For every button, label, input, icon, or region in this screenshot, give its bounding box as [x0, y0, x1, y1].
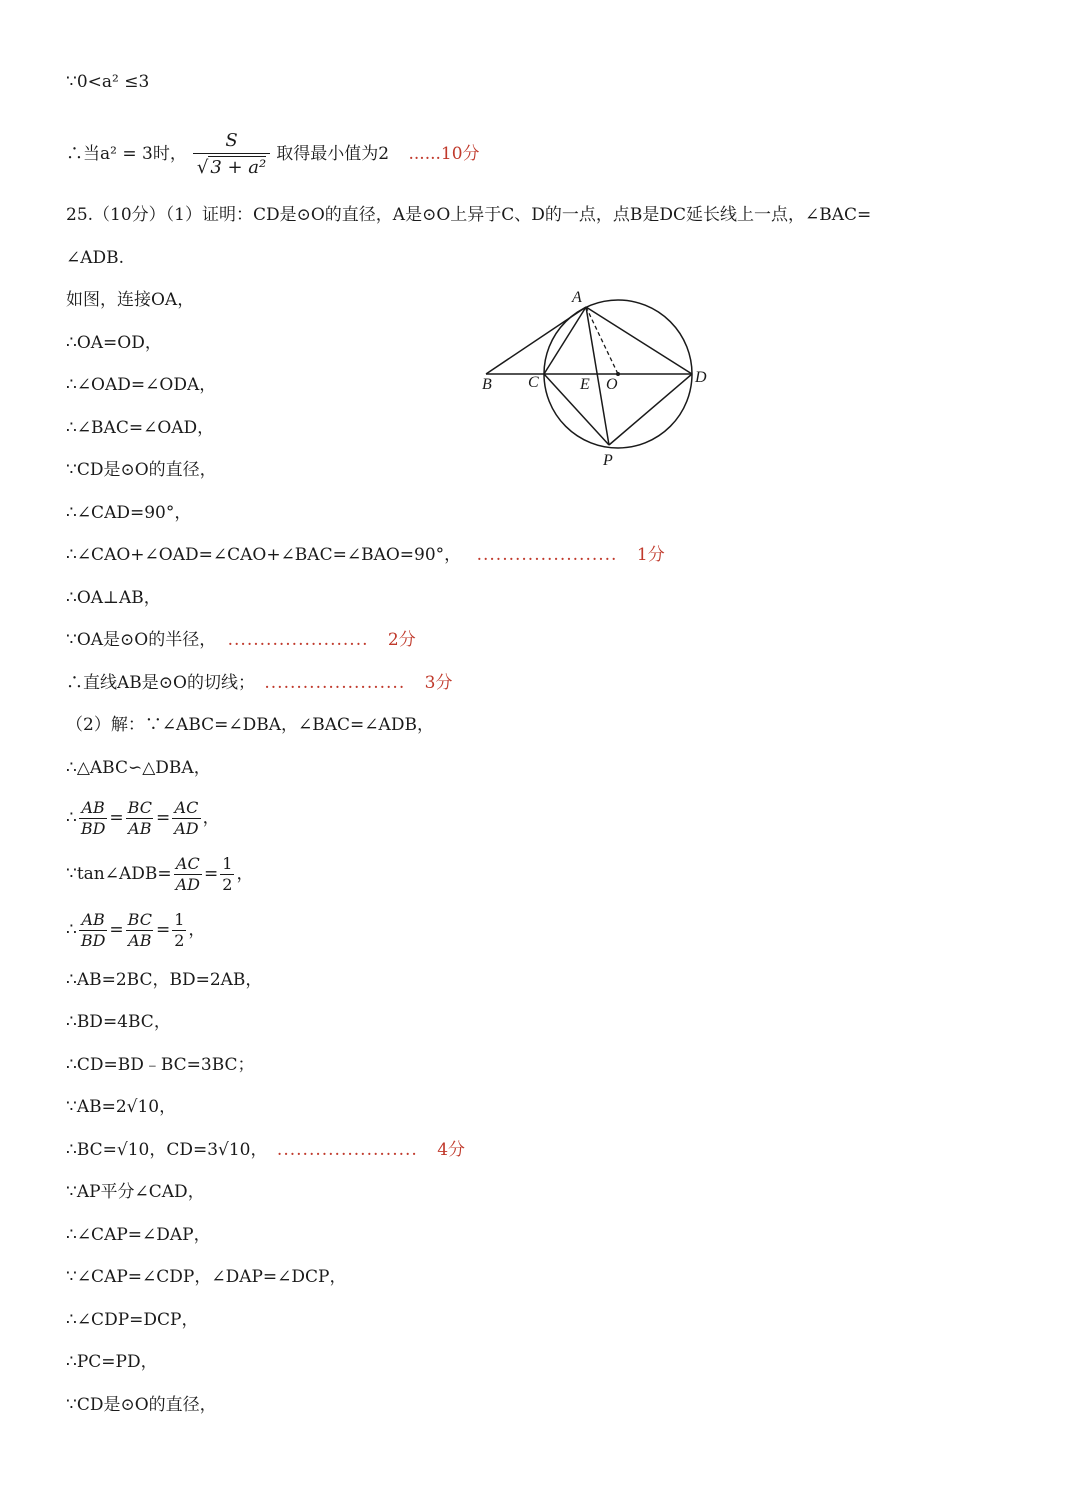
text: ∴BC=√10，CD=3√10，: [66, 1140, 268, 1160]
line-20: [66, 968, 262, 992]
text: ∵0<a² ≤3: [66, 72, 150, 92]
den: AD: [174, 819, 199, 838]
text: 如图，连接OA，: [66, 290, 195, 310]
segment-dp: [609, 374, 692, 445]
question-header: 25.（10分）（1）证明：CD是⊙O的直径，A是⊙O上异于C、D的一点，点B是DC延长线上一点，∠BAC=: [66, 205, 872, 225]
text: （2）解：∵∠ABC=∠DBA，∠BAC=∠ADB，: [66, 715, 434, 735]
line-19: ∴ $\frac{AB}{BD}$ = $\frac{BC}{AB}$ = $\frac{1}{2}$ ，: [66, 910, 206, 950]
fraction: [126, 910, 154, 951]
segment-ab: [486, 307, 586, 374]
line-24: [66, 1138, 465, 1162]
line-4: [66, 246, 124, 270]
text: ∴∠CDP=DCP，: [66, 1310, 199, 1330]
text: ∴△ABC∽△DBA，: [66, 758, 211, 778]
line-26: [66, 1223, 211, 1247]
num: AC: [174, 798, 199, 817]
text: ∴AB=2BC，BD=2AB，: [66, 970, 263, 990]
fraction: [193, 129, 270, 180]
line-28: [66, 1308, 198, 1332]
score-dots: ......................: [264, 673, 406, 693]
line-27: [66, 1265, 347, 1289]
text: ∵AB=2√10，: [66, 1097, 177, 1117]
label-p: P: [603, 452, 613, 469]
fraction: [172, 798, 200, 839]
den: AB: [128, 819, 152, 838]
line-5: [66, 288, 194, 312]
line-3: [66, 203, 871, 227]
fraction: [79, 910, 108, 951]
text: ∵CD是⊙O的直径，: [66, 1395, 217, 1415]
num: BC: [127, 910, 152, 929]
num: 1: [174, 910, 185, 929]
num: 1: [222, 854, 233, 873]
line-1: [66, 70, 149, 94]
line-29: [66, 1350, 158, 1374]
text: ∴当a² = 3时，: [66, 144, 187, 164]
num: BC: [127, 798, 152, 817]
line-12: [66, 586, 161, 610]
line-25: [66, 1180, 205, 1204]
score: 2分: [387, 630, 416, 650]
line-11: [66, 543, 665, 567]
den: BD: [80, 931, 106, 950]
text: ∴: [66, 920, 77, 940]
score-dots: ......................: [276, 1140, 418, 1160]
score: 4分: [437, 1140, 466, 1160]
fraction: [79, 798, 108, 839]
text: ∵AP平分∠CAD，: [66, 1182, 205, 1202]
text: ∵∠CAP=∠CDP，∠DAP=∠DCP，: [66, 1267, 347, 1287]
geometry-figure: [476, 285, 722, 475]
text: ∴直线AB是⊙O的切线；: [66, 673, 255, 693]
text: ∴CD=BD﹣BC=3BC；: [66, 1055, 255, 1075]
text: ，: [188, 920, 206, 940]
score: 1分: [636, 545, 665, 565]
segment-ac: [544, 307, 586, 374]
line-17: ∴ $\frac{AB}{BD}$ = $\frac{BC}{AB}$ = $\frac{AC}{AD}$ ，: [66, 798, 220, 838]
score-dots: ......................: [227, 630, 369, 650]
text: ∴∠CAO+∠OAD=∠CAO+∠BAC=∠BAO=90°，: [66, 545, 462, 565]
den: AD: [175, 875, 201, 894]
text: ∴OA⊥AB，: [66, 588, 161, 608]
text: ∠ADB.: [66, 248, 125, 268]
text: ，: [202, 808, 220, 828]
text: ∴∠CAP=∠DAP，: [66, 1225, 211, 1245]
line-23: [66, 1095, 176, 1119]
line-6: [66, 331, 162, 355]
den: AB: [128, 931, 152, 950]
line-22: [66, 1053, 255, 1077]
num: AC: [175, 854, 200, 873]
fraction-numerator: S: [225, 130, 238, 151]
score: ......10分: [408, 144, 480, 164]
text: ∴∠BAC=∠OAD，: [66, 418, 215, 438]
line-21: [66, 1010, 171, 1034]
text: ∴∠OAD=∠ODA，: [66, 375, 217, 395]
text: ∴BD=4BC，: [66, 1012, 171, 1032]
sqrt-content: 3 + a²: [210, 157, 267, 178]
num: AB: [81, 798, 105, 817]
fraction: [126, 798, 154, 839]
label-b: B: [482, 376, 492, 393]
text: ∵CD是⊙O的直径，: [66, 460, 217, 480]
line-8: [66, 416, 214, 440]
line-30: [66, 1393, 217, 1417]
line-9: [66, 458, 217, 482]
den: BD: [80, 819, 106, 838]
line-7: [66, 373, 216, 397]
fraction: [174, 854, 202, 895]
line-18: ∵tan∠ADB= $\frac{AC}{AD}$ = $\frac{1}{2}$ ，: [66, 854, 254, 894]
score: 3分: [424, 673, 453, 693]
label-o: O: [606, 376, 618, 393]
line-13: [66, 628, 416, 652]
fraction-denominator: √ 3 + a²: [193, 153, 270, 180]
line-14: [66, 671, 452, 695]
label-e: E: [580, 376, 590, 393]
fraction: [220, 854, 234, 895]
score-dots: ......................: [476, 545, 618, 565]
text: ∵OA是⊙O的半径，: [66, 630, 217, 650]
text: ∴: [66, 808, 77, 828]
line-2: [66, 124, 480, 184]
den: 2: [174, 931, 185, 950]
label-a: A: [572, 289, 582, 306]
label-c: C: [528, 374, 539, 391]
text: ∴∠CAD=90°，: [66, 503, 192, 523]
text: ∴PC=PD，: [66, 1352, 158, 1372]
line-15: [66, 713, 434, 737]
text: ，: [236, 864, 254, 884]
label-d: D: [695, 369, 707, 386]
line-10: [66, 501, 191, 525]
fraction: [172, 910, 186, 951]
line-16: [66, 756, 211, 780]
text: ∵tan∠ADB=: [66, 864, 172, 884]
den: 2: [222, 875, 233, 894]
text: 取得最小值为2: [276, 144, 390, 164]
num: AB: [81, 910, 105, 929]
text: ∴OA=OD，: [66, 333, 162, 353]
